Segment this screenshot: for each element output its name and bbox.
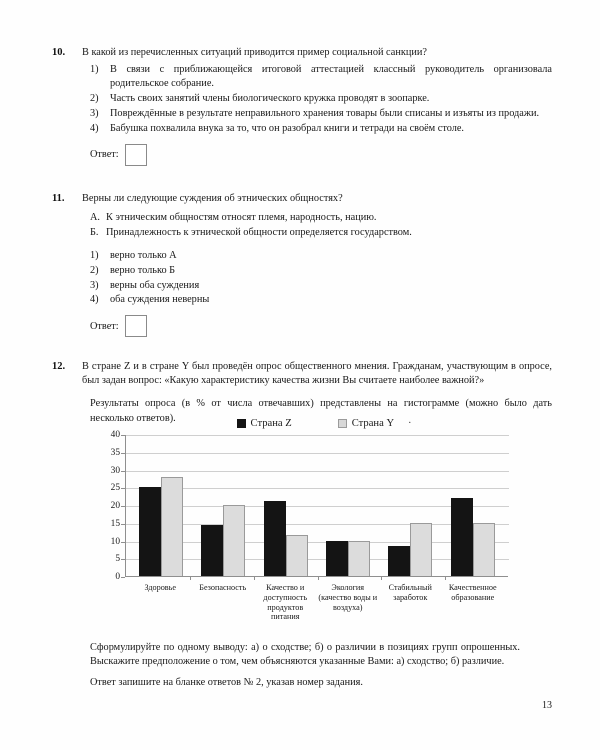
question-11-number: 11. <box>52 193 65 204</box>
option-item[interactable] <box>90 107 552 121</box>
option-item[interactable] <box>90 63 552 91</box>
question-12-prompt: В стране Z и в стране Y был проведён опрос общественного мнения. Гражданам, участвующим в опросе, был задан вопрос: «Какую характеристику качества жизни Вы считаете наиболее важной?» <box>82 361 552 387</box>
y-axis-tick-label: 5 <box>96 554 120 564</box>
x-axis-tick <box>318 576 319 580</box>
answer-input-box[interactable] <box>125 315 147 337</box>
answer-instruction: Ответ запишите на бланке ответов № 2, указав номер задания. <box>90 677 363 689</box>
bar-group <box>192 435 254 576</box>
legend-extra-mark: · <box>408 418 412 429</box>
chart-x-axis-labels <box>125 583 508 622</box>
option-text: верно только А <box>110 250 177 262</box>
question-11-options <box>52 249 552 307</box>
bar-country-y <box>223 505 245 576</box>
option-item[interactable] <box>90 264 552 278</box>
y-axis-tick-label: 0 <box>96 572 120 582</box>
option-item[interactable] <box>90 293 552 307</box>
bar-country-y <box>348 541 370 577</box>
y-axis-tick-label: 40 <box>96 430 120 440</box>
bar-group <box>130 435 192 576</box>
option-marker: 1) <box>90 250 99 262</box>
question-12-header <box>52 360 552 388</box>
option-item[interactable] <box>90 279 552 293</box>
legend-label: Страна Y <box>351 418 395 429</box>
bar-country-z <box>264 501 286 576</box>
statement-marker: Б. <box>90 226 99 238</box>
legend-swatch-icon <box>237 419 246 428</box>
question-10-number: 10. <box>52 47 66 58</box>
y-axis-tick-label: 25 <box>96 483 120 493</box>
question-11-header <box>52 192 552 206</box>
question-10-answer-row <box>52 144 552 166</box>
option-marker: 4) <box>90 122 99 134</box>
question-10-header <box>52 46 552 60</box>
option-marker: 3) <box>90 279 99 291</box>
bar-country-y <box>161 477 183 576</box>
option-item[interactable] <box>90 249 552 263</box>
task-description: Сформулируйте по одному выводу: а) о сходстве; б) о различии в позициях групп опрошенных. Выскажите предположение о том, чем объясняются указанные Вами: а) сходство; б) различие. <box>90 642 520 668</box>
question-12-number: 12. <box>52 361 66 372</box>
legend-label: Страна Z <box>250 418 292 429</box>
option-text: оба суждения неверны <box>110 294 210 306</box>
option-text: верно только Б <box>110 264 176 276</box>
option-text: верны оба суждения <box>110 279 200 291</box>
chart-plot-area <box>110 430 508 582</box>
legend-item-country-y <box>338 418 412 429</box>
x-axis-tick-label: Качество и доступность продуктов питания <box>263 583 308 622</box>
y-axis-tick-label: 35 <box>96 448 120 458</box>
statement-marker: А. <box>90 212 101 224</box>
x-axis-tick-label: Безопасность <box>199 583 247 592</box>
statement-item <box>90 226 552 240</box>
bar-country-z <box>451 498 473 576</box>
question-11-statements <box>52 211 552 240</box>
option-text: Повреждённые в результате неправильного хранения товары были списаны и изъяты из продажи. <box>110 107 540 119</box>
bar-country-z <box>326 541 348 577</box>
x-axis-tick-label: Качественное образование <box>448 583 497 602</box>
x-axis-tick <box>445 576 446 580</box>
chart-x-axis-ticks <box>126 576 509 580</box>
question-11-answer-row <box>52 315 552 337</box>
question-block-10 <box>52 46 552 166</box>
question-11-prompt: Верны ли следующие суждения об этнических общностях? <box>82 193 343 204</box>
x-axis-tick <box>381 576 382 580</box>
legend-swatch-icon <box>338 419 347 428</box>
legend-item-country-z <box>237 418 292 429</box>
bar-country-y <box>410 523 432 576</box>
bar-country-y <box>473 523 495 576</box>
option-text: В связи с приближающейся итоговой аттестацией классный руководитель организовала родительское собрание. <box>110 64 552 90</box>
bar-country-y <box>286 535 308 576</box>
option-marker: 3) <box>90 107 99 119</box>
option-marker: 4) <box>90 294 99 306</box>
bar-country-z <box>139 487 161 576</box>
survey-histogram <box>95 418 515 622</box>
bar-group <box>317 435 379 576</box>
chart-legend <box>95 418 515 429</box>
x-axis-tick-label: Экология (качество воды и воздуха) <box>318 583 378 612</box>
y-axis-tick-label: 30 <box>96 466 120 476</box>
option-marker: 2) <box>90 93 99 105</box>
bar-group <box>255 435 317 576</box>
question-12-subtext: Результаты опроса (в % от числа отвечавших) представлены на гистограмме (можно было дать несколько ответов). <box>90 398 552 424</box>
option-text: Бабушка похвалила внука за то, что он разобрал книги и тетради на своём столе. <box>110 122 464 134</box>
option-marker: 2) <box>90 264 99 276</box>
question-block-11 <box>52 192 552 337</box>
answer-label: Ответ: <box>90 149 119 161</box>
option-item[interactable] <box>90 92 552 106</box>
footer-instructions <box>90 641 520 691</box>
chart-bars <box>126 435 508 576</box>
x-axis-tick <box>190 576 191 580</box>
option-text: Часть своих занятий члены биологического кружка проводят в зоопарке. <box>110 93 430 105</box>
y-axis-tick-label: 10 <box>96 537 120 547</box>
bar-group <box>442 435 504 576</box>
option-item[interactable] <box>90 122 552 136</box>
bar-group <box>379 435 441 576</box>
y-axis-tick-label: 15 <box>96 519 120 529</box>
statement-text: Принадлежность к этнической общности определяется государством. <box>106 226 412 238</box>
answer-input-box[interactable] <box>125 144 147 166</box>
y-axis-tick-label: 20 <box>96 501 120 511</box>
question-block-12 <box>52 360 552 426</box>
statement-item <box>90 211 552 225</box>
x-axis-tick-label: Стабильный заработок <box>388 583 432 602</box>
bar-country-z <box>201 525 223 576</box>
x-axis-tick <box>254 576 255 580</box>
question-10-options <box>52 63 552 136</box>
question-10-prompt: В какой из перечисленных ситуаций приводится пример социальной санкции? <box>82 47 427 58</box>
page-number: 13 <box>542 700 552 711</box>
x-axis-tick-label: Здоровье <box>144 583 177 592</box>
bar-country-z <box>388 546 410 576</box>
option-marker: 1) <box>90 64 99 76</box>
answer-label: Ответ: <box>90 320 119 332</box>
statement-text: К этническим общностям относят племя, народность, нацию. <box>106 212 377 224</box>
